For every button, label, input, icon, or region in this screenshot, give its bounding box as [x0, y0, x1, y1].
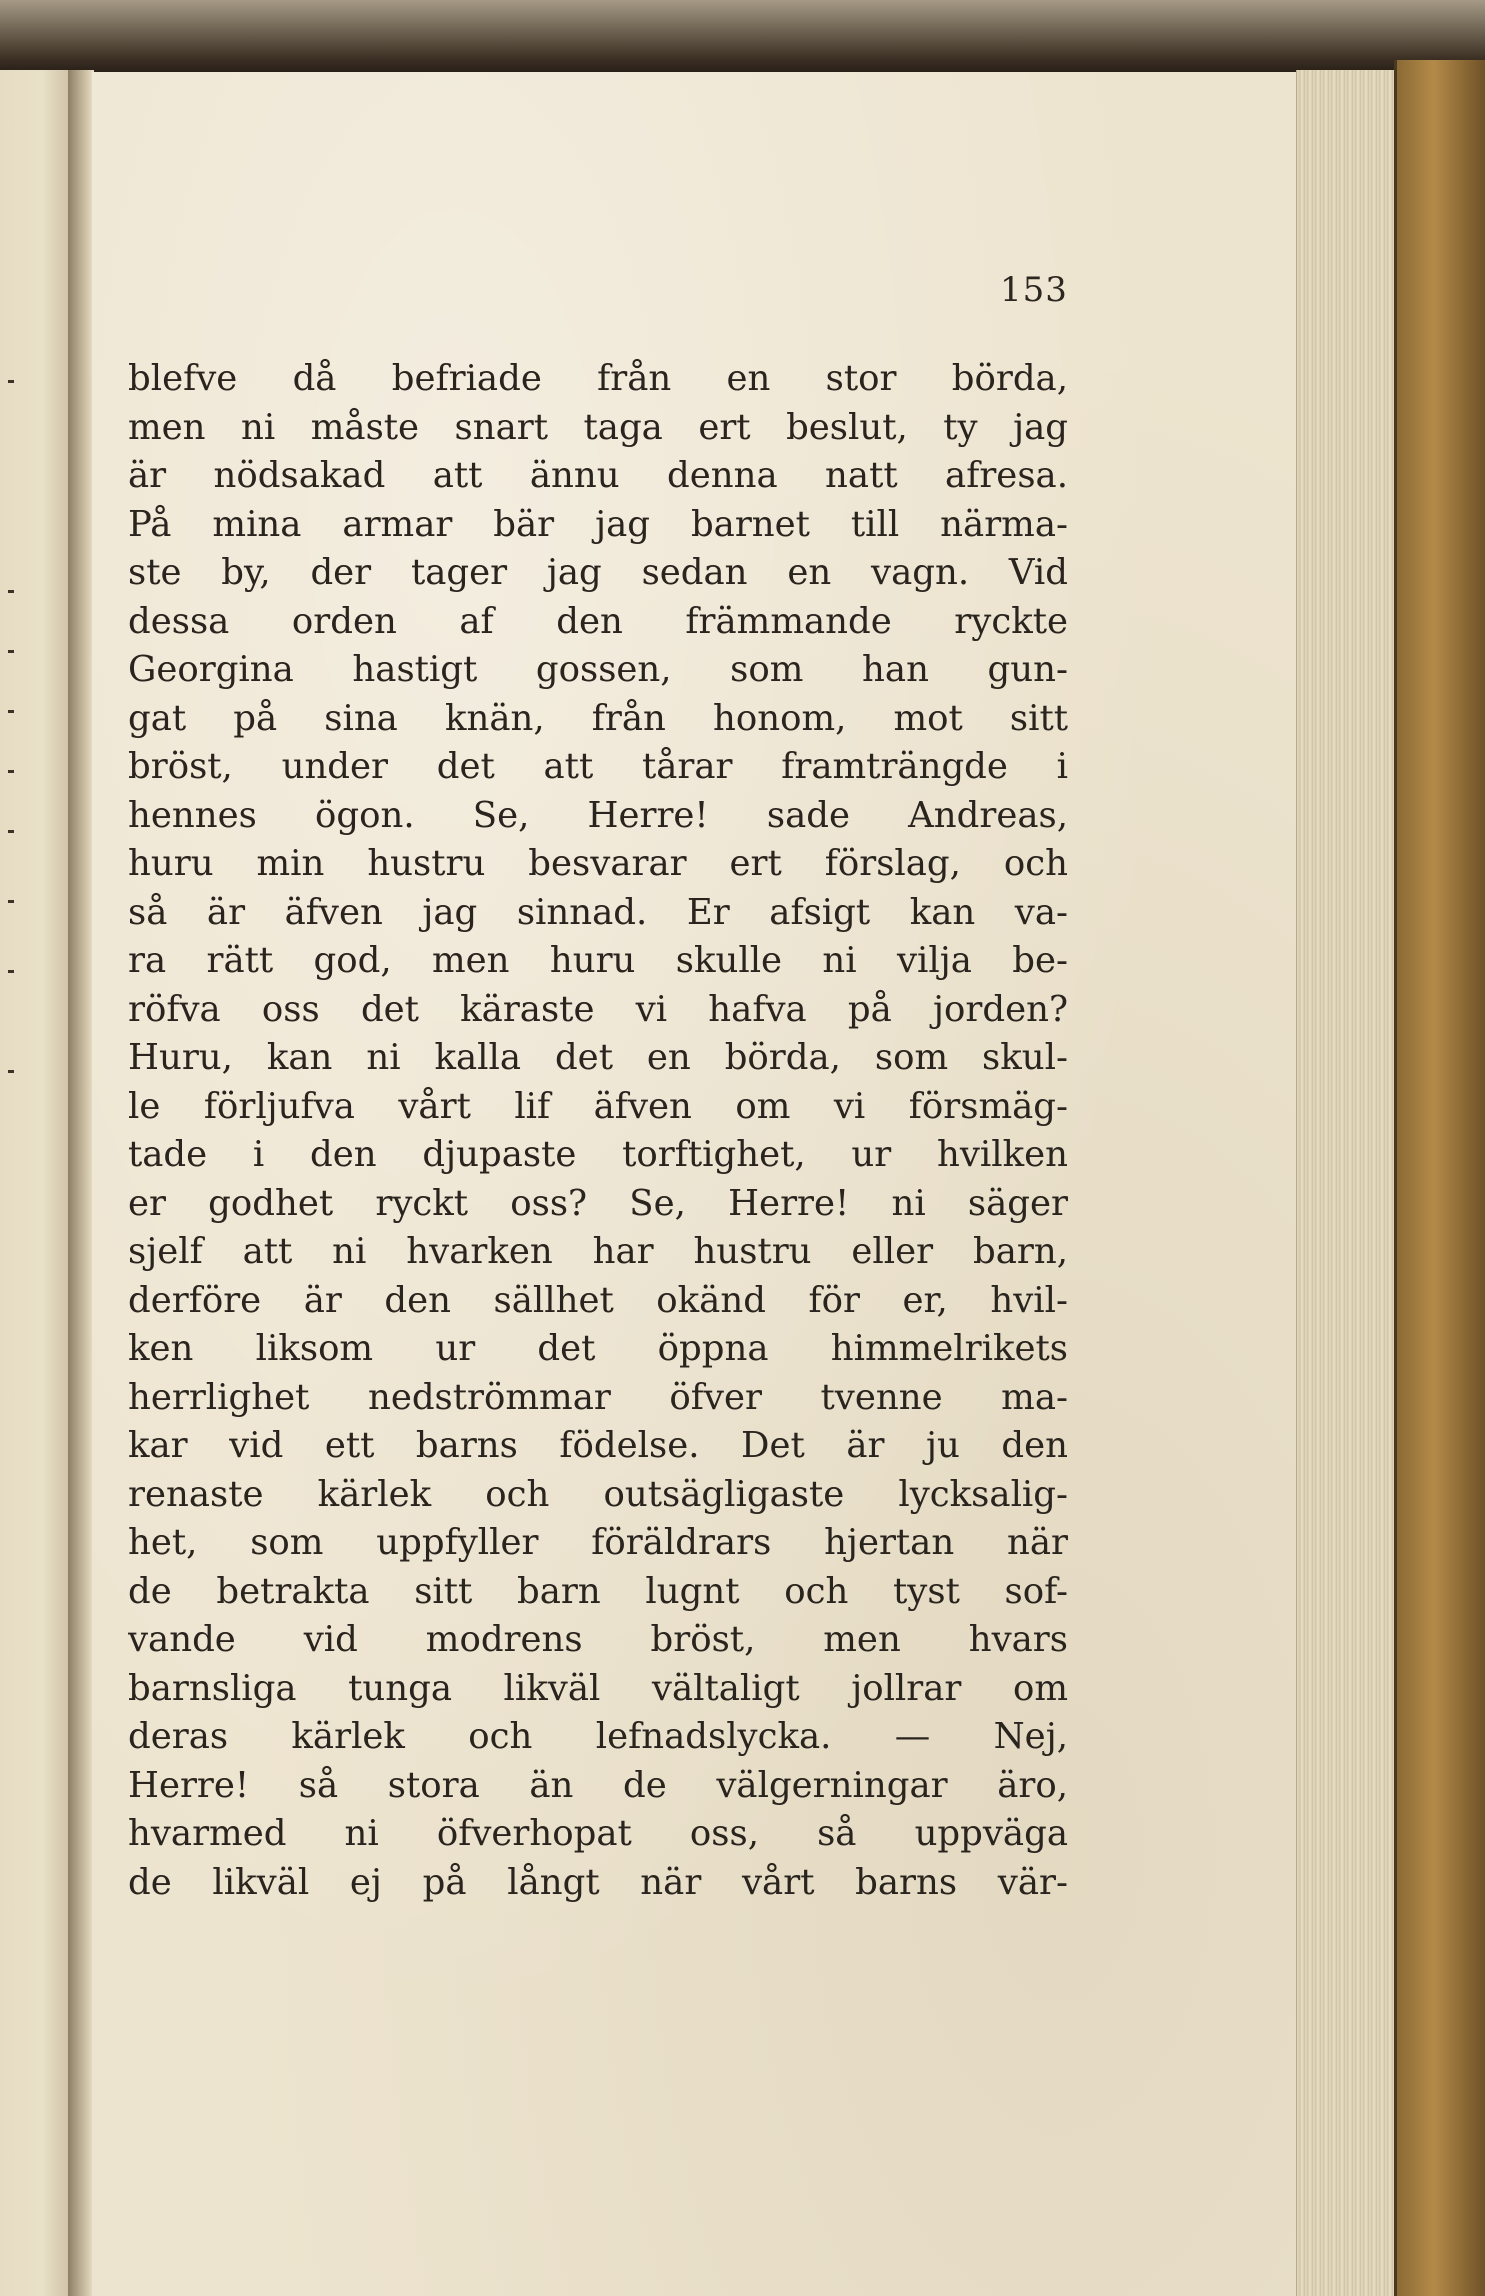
text-line: vande vid modrens bröst, men hvars	[128, 1619, 1068, 1660]
text-line: är nödsakad att ännu denna natt afresa.	[128, 455, 1068, 496]
text-line: renaste kärlek och outsägligaste lycksalig-	[128, 1473, 1068, 1515]
body-text	[128, 355, 1068, 1907]
text-line: hvarmed ni öfverhopat oss, så uppväga	[128, 1813, 1068, 1854]
text-line: er godhet ryckt oss? Se, Herre! ni säger	[128, 1182, 1068, 1224]
page-number: 153	[1000, 270, 1068, 310]
text-line: derföre är den sällhet okänd för er, hvil-	[128, 1279, 1068, 1321]
text-line: dessa orden af den främmande ryckte	[128, 600, 1068, 642]
text-line: blefve då befriade från en stor börda,	[128, 358, 1068, 399]
text-line: ste by, der tager jag sedan en vagn. Vid	[128, 552, 1068, 593]
text-line: ken liksom ur det öppna himmelrikets	[128, 1328, 1068, 1369]
text-line: kar vid ett barns födelse. Det är ju den	[128, 1425, 1068, 1466]
text-line: huru min hustru besvarar ert förslag, och	[128, 843, 1068, 884]
text-line: bröst, under det att tårar framträngde i	[128, 746, 1068, 787]
text-line: tade i den djupaste torftighet, ur hvilken	[128, 1134, 1068, 1175]
text-line: le förljufva vårt lif äfven om vi försmäg-	[128, 1085, 1068, 1127]
book-cover-edge	[1394, 60, 1485, 2296]
text-line: gat på sina knän, från honom, mot sitt	[128, 697, 1068, 739]
text-line: barnsliga tunga likväl vältaligt jollrar om	[128, 1667, 1068, 1709]
text-line: Georgina hastigt gossen, som han gun-	[128, 649, 1068, 690]
text-line: het, som uppfyller föräldrars hjertan när	[128, 1522, 1068, 1563]
text-line: På mina armar bär jag barnet till närma-	[128, 503, 1068, 545]
text-line: men ni måste snart taga ert beslut, ty jag	[128, 406, 1068, 448]
book-gutter	[68, 70, 94, 2296]
text-line: hennes ögon. Se, Herre! sade Andreas,	[128, 794, 1068, 836]
text-line: herrlighet nedströmmar öfver tvenne ma-	[128, 1376, 1068, 1418]
text-line: röfva oss det käraste vi hafva på jorden?	[128, 988, 1068, 1030]
text-line: ra rätt god, men huru skulle ni vilja be-	[128, 940, 1068, 981]
page-stack-edge	[1296, 70, 1397, 2296]
text-line: sjelf att ni hvarken har hustru eller barn,	[128, 1231, 1068, 1272]
text-line: Herre! så stora än de välgerningar äro,	[128, 1764, 1068, 1806]
text-line: Huru, kan ni kalla det en börda, som skul-	[128, 1037, 1068, 1078]
text-line: så är äfven jag sinnad. Er afsigt kan va-	[128, 891, 1068, 933]
scan-backdrop	[0, 0, 1485, 80]
facing-page-edge	[0, 70, 72, 2296]
text-line: de likväl ej på långt när vårt barns vär-	[128, 1861, 1068, 1903]
text-line: deras kärlek och lefnadslycka. — Nej,	[128, 1716, 1068, 1757]
text-line: de betrakta sitt barn lugnt och tyst sof-	[128, 1570, 1068, 1612]
